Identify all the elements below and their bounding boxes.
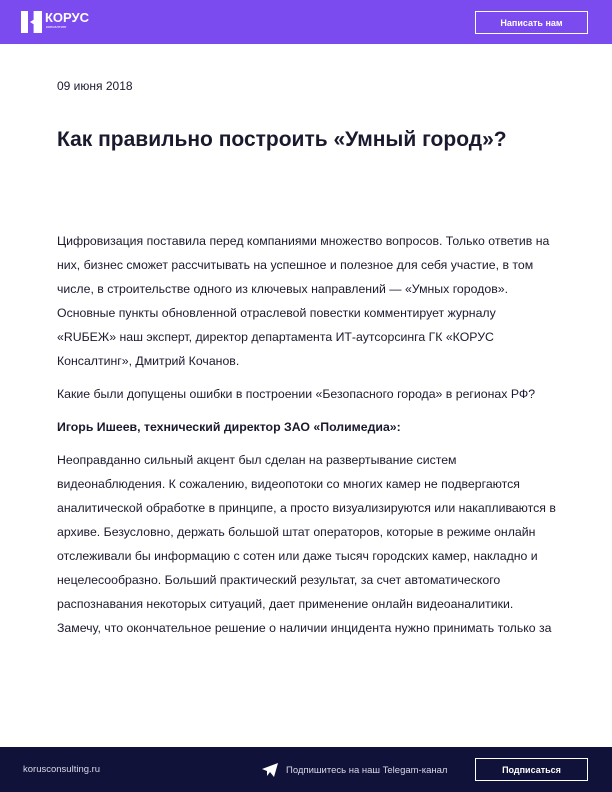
logo-mark-icon [21,11,42,33]
article-body [57,229,557,649]
paragraph: Неоправданно сильный акцент был сделан на развертывание систем видеонаблюдения. К сожалению, видеопотоки со многих камер не подвергаются аналитической обработке в принципе, а просто визуализируются или накапливаются в архиве. Безусловно, держать большой штат операторов, которые в режиме онлайн отслеживали бы информацию с сотен или даже тысяч городских камер, накладно и нецелесообразно. Больший практический результат, за счет автоматического распознавания некоторых ситуаций, дает применение онлайн видеоаналитики. Замечу, что окончательное решение о наличии инцидента нужно принимать только за [57,453,556,635]
logo-subtitle: консалтинг [46,24,67,29]
header [0,0,612,44]
paragraph: Какие были допущены ошибки в построении «Безопасного города» в регионах РФ? [57,387,536,401]
logo[interactable] [21,11,89,33]
telegram-text: Подпишитесь на наш Telegam-канал [286,764,448,776]
paragraph: Цифровизация поставила перед компаниями множество вопросов. Только ответив на них, бизнес сможет рассчитывать на успешное и полезное для себя участие, в том числе, в строительстве одного из ключевых направлений — «Умных городов». Основные пункты обновленной отраслевой повестки комментирует журналу «RUБЕЖ» наш эксперт, директор департамента ИТ-аутсорсинга ГК «КОРУС Консалтинг», Дмитрий Кочанов. [57,234,550,368]
article-title: Как правильно построить «Умный город»? [57,128,507,151]
subscribe-button[interactable]: Подписаться [475,758,588,781]
article-date: 09 июня 2018 [57,79,133,93]
telegram-link[interactable] [262,763,447,777]
logo-text: КОРУС [45,10,90,25]
site-link[interactable]: korusconsulting.ru [23,764,101,775]
telegram-icon [262,763,278,777]
write-us-button[interactable]: Написать нам [475,11,588,34]
speaker-name: Игорь Ишеев, технический директор ЗАО «Полимедиа»: [57,420,401,434]
footer [0,747,612,792]
